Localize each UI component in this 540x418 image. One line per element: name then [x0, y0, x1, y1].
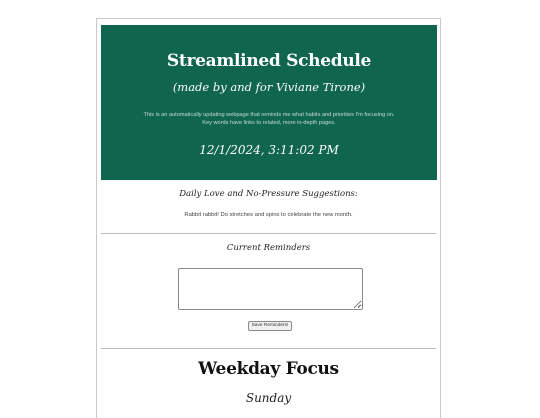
datetime-display: 12/1/2024, 3:11:02 PM [199, 143, 339, 157]
header-banner [101, 25, 437, 180]
page-title: Streamlined Schedule [166, 51, 372, 71]
weekday-focus-heading: Weekday Focus [198, 359, 339, 379]
page-container [96, 18, 441, 418]
love-suggestion: Rabbit rabbit! Do stretches and spins to celebrate the new month. [184, 212, 353, 218]
section-divider [101, 348, 436, 349]
save-reminders-button[interactable]: Save Reminders! [248, 321, 292, 331]
resize-handle-icon[interactable] [354, 301, 361, 308]
description-line: This is an automatically updating webpage that reminds me what habits and priorities I'm focusing on. [143, 112, 395, 118]
section-divider [101, 233, 436, 234]
reminders-heading: Current Reminders [226, 243, 311, 253]
reminders-textarea[interactable] [178, 268, 363, 310]
page-subtitle: (made by and for Viviane Tirone) [172, 80, 366, 94]
description-line: Key words have links to related, more in-depth pages. [202, 120, 336, 126]
page-description [127, 111, 411, 127]
weekday-name: Sunday [245, 391, 292, 405]
love-heading: Daily Love and No-Pressure Suggestions: [179, 189, 358, 199]
